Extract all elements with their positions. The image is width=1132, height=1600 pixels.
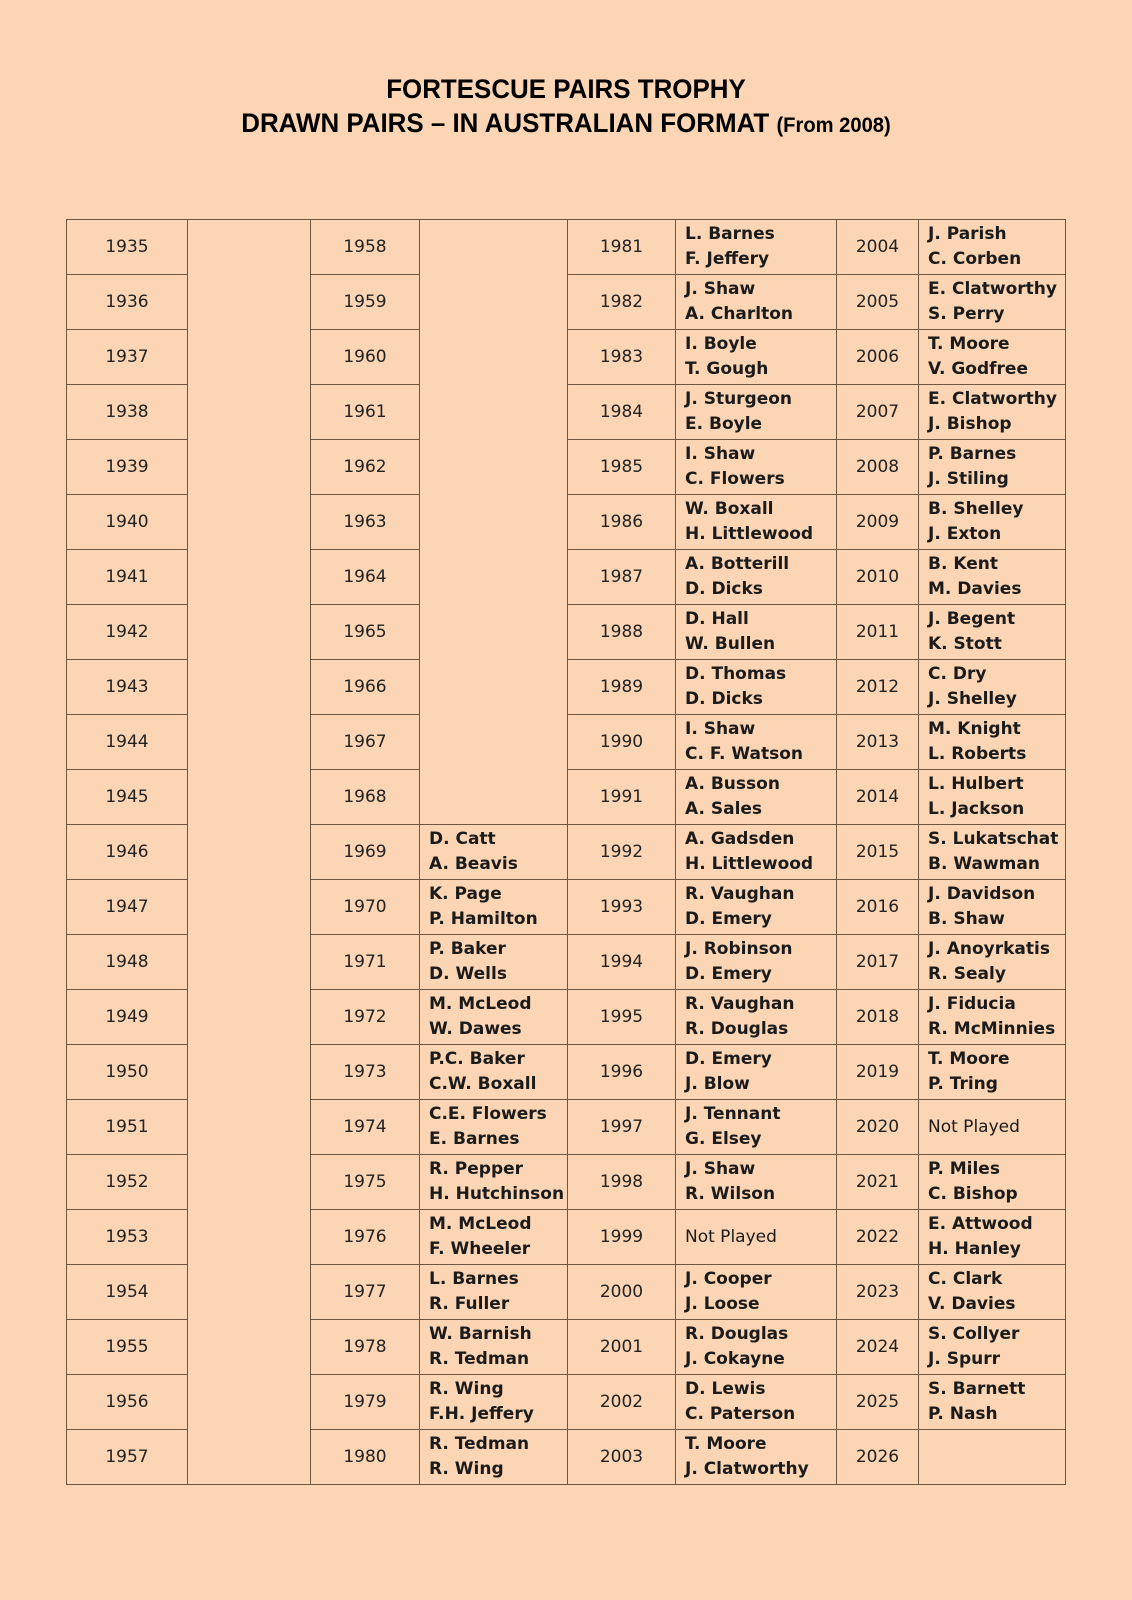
year-cell: 2020 [837, 1100, 919, 1155]
year-cell: 1957 [67, 1430, 188, 1485]
names-cell [919, 935, 1066, 990]
names-cell [420, 935, 568, 990]
names-cell [919, 1265, 1066, 1320]
names-cell [420, 1320, 568, 1375]
player-name: R. Wing [429, 1379, 504, 1399]
names-cell [420, 1045, 568, 1100]
year-cell: 1945 [67, 770, 188, 825]
year-cell: 1965 [311, 605, 420, 660]
year-cell: 1968 [311, 770, 420, 825]
year-cell: 1960 [311, 330, 420, 385]
player-name: J. Clatworthy [685, 1459, 809, 1479]
year-cell: 1995 [568, 990, 676, 1045]
year-cell: 1950 [67, 1045, 188, 1100]
names-cell [676, 660, 837, 715]
year-cell: 1961 [311, 385, 420, 440]
player-name: A. Charlton [685, 304, 794, 324]
player-name: J. Loose [685, 1294, 760, 1314]
player-name: J. Cokayne [685, 1349, 785, 1369]
page-subtitle [23, 108, 1110, 139]
year-cell: 2021 [837, 1155, 919, 1210]
year-cell: 2013 [837, 715, 919, 770]
names-cell [919, 330, 1066, 385]
player-name: J. Stiling [928, 469, 1009, 489]
player-name: D. Dicks [685, 689, 763, 709]
year-cell: 1999 [568, 1210, 676, 1265]
names-cell [676, 935, 837, 990]
names-cell [919, 550, 1066, 605]
player-name: E. Clatworthy [928, 389, 1057, 409]
page-title: FORTESCUE PAIRS TROPHY [386, 74, 746, 104]
player-name: V. Godfree [928, 359, 1028, 379]
names-cell [919, 440, 1066, 495]
player-name: F. Wheeler [429, 1239, 531, 1259]
player-name: J. Fiducia [928, 994, 1016, 1014]
player-name: P. Baker [429, 939, 506, 959]
year-cell: 1959 [311, 275, 420, 330]
player-name: J. Shaw [685, 279, 756, 299]
player-name: H. Hanley [928, 1239, 1021, 1259]
year-cell: 1985 [568, 440, 676, 495]
year-cell: 2008 [837, 440, 919, 495]
year-cell: 1956 [67, 1375, 188, 1430]
year-cell: 2019 [837, 1045, 919, 1100]
names-cell [676, 880, 837, 935]
player-name: M. Davies [928, 579, 1022, 599]
year-cell: 1970 [311, 880, 420, 935]
year-cell: 1958 [311, 220, 420, 275]
player-name: H. Littlewood [685, 524, 814, 544]
names-cell [420, 1265, 568, 1320]
player-name: R. Vaughan [685, 994, 795, 1014]
player-name: D. Catt [429, 829, 496, 849]
player-name: J. Cooper [685, 1269, 772, 1289]
player-name: E. Attwood [928, 1214, 1033, 1234]
player-name: H. Hutchinson [429, 1184, 565, 1204]
year-cell: 1943 [67, 660, 188, 715]
status-text: Not Played [685, 1226, 777, 1247]
player-name: C. Paterson [685, 1404, 796, 1424]
player-name: C. Clark [928, 1269, 1003, 1289]
names-cell [676, 440, 837, 495]
names-cell [420, 1100, 568, 1155]
player-name: D. Dicks [685, 579, 763, 599]
names-cell [676, 770, 837, 825]
year-cell: 1986 [568, 495, 676, 550]
player-name: R. Sealy [928, 964, 1006, 984]
year-cell: 1944 [67, 715, 188, 770]
names-cell [919, 990, 1066, 1045]
year-cell: 1940 [67, 495, 188, 550]
player-name: I. Shaw [685, 444, 756, 464]
names-cell [919, 715, 1066, 770]
player-name: P. Hamilton [429, 909, 538, 929]
year-cell: 1983 [568, 330, 676, 385]
player-name: R. Tedman [429, 1349, 530, 1369]
year-cell: 2015 [837, 825, 919, 880]
year-cell: 2023 [837, 1265, 919, 1320]
player-name: S. Perry [928, 304, 1005, 324]
player-name: J. Spurr [928, 1349, 1000, 1369]
player-name: G. Elsey [685, 1129, 762, 1149]
names-cell [676, 385, 837, 440]
player-name: A. Botterill [685, 554, 790, 574]
names-cell [420, 825, 568, 880]
year-cell: 1976 [311, 1210, 420, 1265]
year-cell: 1977 [311, 1265, 420, 1320]
player-name: L. Roberts [928, 744, 1027, 764]
player-name: J. Parish [928, 224, 1007, 244]
year-cell: 1980 [311, 1430, 420, 1485]
player-name: R. Pepper [429, 1159, 524, 1179]
year-cell: 2010 [837, 550, 919, 605]
player-name: W. Barnish [429, 1324, 532, 1344]
player-name: R. McMinnies [928, 1019, 1056, 1039]
names-cell [919, 605, 1066, 660]
player-name: D. Wells [429, 964, 507, 984]
names-cell [676, 605, 837, 660]
names-cell [919, 385, 1066, 440]
player-name: W. Boxall [685, 499, 774, 519]
player-name: D. Lewis [685, 1379, 766, 1399]
year-cell: 1971 [311, 935, 420, 990]
year-cell: 1979 [311, 1375, 420, 1430]
names-cell [676, 990, 837, 1045]
player-name: C. F. Watson [685, 744, 803, 764]
player-name: V. Davies [928, 1294, 1016, 1314]
year-cell: 1952 [67, 1155, 188, 1210]
player-name: A. Sales [685, 799, 763, 819]
year-cell: 2012 [837, 660, 919, 715]
names-cell [676, 1265, 837, 1320]
player-name: A. Gadsden [685, 829, 795, 849]
empty-names-cell [188, 220, 311, 1485]
names-cell [919, 1210, 1066, 1265]
player-name: F.H. Jeffery [429, 1404, 534, 1424]
player-name: B. Wawman [928, 854, 1040, 874]
names-cell [919, 1320, 1066, 1375]
player-name: R. Douglas [685, 1324, 789, 1344]
year-cell: 1967 [311, 715, 420, 770]
year-cell: 2017 [837, 935, 919, 990]
player-name: K. Stott [928, 634, 1002, 654]
player-name: A. Beavis [429, 854, 518, 874]
year-cell: 2003 [568, 1430, 676, 1485]
player-name: J. Davidson [928, 884, 1036, 904]
year-cell: 1998 [568, 1155, 676, 1210]
year-cell: 1994 [568, 935, 676, 990]
year-cell: 1946 [67, 825, 188, 880]
names-cell [676, 1100, 837, 1155]
year-cell: 1988 [568, 605, 676, 660]
names-cell [676, 1320, 837, 1375]
names-cell [420, 880, 568, 935]
player-name: W. Dawes [429, 1019, 522, 1039]
player-name: T. Gough [685, 359, 769, 379]
player-name: R. Wilson [685, 1184, 776, 1204]
player-name: C. Corben [928, 249, 1022, 269]
player-name: W. Bullen [685, 634, 776, 654]
player-name: L. Jackson [928, 799, 1025, 819]
player-name: C. Bishop [928, 1184, 1018, 1204]
names-cell [676, 1045, 837, 1100]
names-cell [420, 1210, 568, 1265]
year-cell: 2022 [837, 1210, 919, 1265]
names-cell [676, 825, 837, 880]
player-name: J. Tennant [685, 1104, 781, 1124]
player-name: B. Shaw [928, 909, 1005, 929]
player-name: D. Emery [685, 964, 772, 984]
subtitle-main: DRAWN PAIRS – IN AUSTRALIAN FORMAT [241, 108, 770, 138]
player-name: B. Shelley [928, 499, 1024, 519]
year-cell: 1963 [311, 495, 420, 550]
names-cell [919, 495, 1066, 550]
year-cell: 1987 [568, 550, 676, 605]
player-name: H. Littlewood [685, 854, 814, 874]
names-cell [676, 1375, 837, 1430]
names-cell [919, 275, 1066, 330]
names-cell [676, 1430, 837, 1485]
player-name: C. Dry [928, 664, 987, 684]
table-row [67, 220, 1066, 275]
player-name: C.W. Boxall [429, 1074, 537, 1094]
names-cell [420, 1430, 568, 1485]
year-cell: 2024 [837, 1320, 919, 1375]
names-cell [676, 275, 837, 330]
player-name: J. Exton [928, 524, 1002, 544]
player-name: D. Emery [685, 1049, 772, 1069]
player-name: M. McLeod [429, 1214, 532, 1234]
year-cell: 1948 [67, 935, 188, 990]
names-cell [919, 1430, 1066, 1485]
names-cell [919, 220, 1066, 275]
player-name: M. McLeod [429, 994, 532, 1014]
player-name: J. Anoyrkatis [928, 939, 1050, 959]
year-cell: 1972 [311, 990, 420, 1045]
names-cell [919, 1100, 1066, 1155]
player-name: C.E. Flowers [429, 1104, 547, 1124]
year-cell: 2025 [837, 1375, 919, 1430]
player-name: E. Boyle [685, 414, 763, 434]
names-cell [676, 550, 837, 605]
player-name: I. Boyle [685, 334, 757, 354]
year-cell: 2011 [837, 605, 919, 660]
player-name: E. Barnes [429, 1129, 520, 1149]
player-name: F. Jeffery [685, 249, 770, 269]
player-name: T. Moore [928, 334, 1010, 354]
player-name: R. Vaughan [685, 884, 795, 904]
names-cell [919, 825, 1066, 880]
player-name: D. Thomas [685, 664, 787, 684]
player-name: M. Knight [928, 719, 1021, 739]
year-cell: 1984 [568, 385, 676, 440]
player-name: J. Blow [685, 1074, 750, 1094]
names-cell [676, 1155, 837, 1210]
year-cell: 1969 [311, 825, 420, 880]
year-cell: 1981 [568, 220, 676, 275]
year-cell: 1955 [67, 1320, 188, 1375]
player-name: T. Moore [685, 1434, 767, 1454]
year-cell: 2005 [837, 275, 919, 330]
winners-table [66, 219, 1066, 1485]
year-cell: 1978 [311, 1320, 420, 1375]
year-cell: 1942 [67, 605, 188, 660]
player-name: J. Bishop [928, 414, 1012, 434]
names-cell [676, 495, 837, 550]
player-name: L. Hulbert [928, 774, 1024, 794]
player-name: J. Robinson [685, 939, 793, 959]
player-name: B. Kent [928, 554, 998, 574]
year-cell: 1962 [311, 440, 420, 495]
names-cell [420, 1155, 568, 1210]
empty-names-cell [420, 220, 568, 825]
year-cell: 2016 [837, 880, 919, 935]
player-name: S. Barnett [928, 1379, 1026, 1399]
names-cell [919, 660, 1066, 715]
player-name: L. Barnes [685, 224, 775, 244]
player-name: P. Barnes [928, 444, 1017, 464]
player-name: R. Fuller [429, 1294, 510, 1314]
year-cell: 2000 [568, 1265, 676, 1320]
year-cell: 1974 [311, 1100, 420, 1155]
year-cell: 1982 [568, 275, 676, 330]
names-cell [676, 330, 837, 385]
player-name: P. Nash [928, 1404, 998, 1424]
year-cell: 2004 [837, 220, 919, 275]
names-cell [420, 1375, 568, 1430]
player-name: D. Hall [685, 609, 749, 629]
year-cell: 1939 [67, 440, 188, 495]
player-name: R. Tedman [429, 1434, 530, 1454]
names-cell [919, 1155, 1066, 1210]
year-cell: 1975 [311, 1155, 420, 1210]
year-cell: 1989 [568, 660, 676, 715]
year-cell: 1949 [67, 990, 188, 1045]
player-name: J. Begent [928, 609, 1016, 629]
player-name: R. Douglas [685, 1019, 789, 1039]
year-cell: 1973 [311, 1045, 420, 1100]
player-name: I. Shaw [685, 719, 756, 739]
names-cell [919, 880, 1066, 935]
player-name: P. Tring [928, 1074, 998, 1094]
year-cell: 1947 [67, 880, 188, 935]
player-name: A. Busson [685, 774, 780, 794]
year-cell: 1953 [67, 1210, 188, 1265]
player-name: T. Moore [928, 1049, 1010, 1069]
player-name: E. Clatworthy [928, 279, 1057, 299]
year-cell: 1966 [311, 660, 420, 715]
year-cell: 1954 [67, 1265, 188, 1320]
status-text: Not Played [928, 1116, 1020, 1137]
names-cell [919, 1375, 1066, 1430]
names-cell [919, 770, 1066, 825]
year-cell: 1993 [568, 880, 676, 935]
player-name: S. Lukatschat [928, 829, 1059, 849]
names-cell [919, 1045, 1066, 1100]
player-name: C. Flowers [685, 469, 785, 489]
year-cell: 1997 [568, 1100, 676, 1155]
year-cell: 1951 [67, 1100, 188, 1155]
year-cell: 1941 [67, 550, 188, 605]
names-cell [420, 990, 568, 1045]
year-cell: 2014 [837, 770, 919, 825]
year-cell: 2002 [568, 1375, 676, 1430]
player-name: L. Barnes [429, 1269, 519, 1289]
player-name: J. Shaw [685, 1159, 756, 1179]
player-name: S. Collyer [928, 1324, 1020, 1344]
player-name: J. Sturgeon [685, 389, 793, 409]
year-cell: 1991 [568, 770, 676, 825]
player-name: J. Shelley [928, 689, 1017, 709]
year-cell: 1937 [67, 330, 188, 385]
names-cell [676, 1210, 837, 1265]
player-name: P.C. Baker [429, 1049, 525, 1069]
year-cell: 2018 [837, 990, 919, 1045]
names-cell [676, 220, 837, 275]
player-name: D. Emery [685, 909, 772, 929]
player-name: K. Page [429, 884, 502, 904]
year-cell: 1992 [568, 825, 676, 880]
year-cell: 1990 [568, 715, 676, 770]
year-cell: 2026 [837, 1430, 919, 1485]
year-cell: 1936 [67, 275, 188, 330]
year-cell: 2009 [837, 495, 919, 550]
year-cell: 2007 [837, 385, 919, 440]
subtitle-note: (From 2008) [776, 114, 891, 137]
year-cell: 1935 [67, 220, 188, 275]
year-cell: 1964 [311, 550, 420, 605]
player-name: P. Miles [928, 1159, 1000, 1179]
names-cell [676, 715, 837, 770]
player-name: R. Wing [429, 1459, 504, 1479]
year-cell: 1938 [67, 385, 188, 440]
year-cell: 2001 [568, 1320, 676, 1375]
year-cell: 2006 [837, 330, 919, 385]
year-cell: 1996 [568, 1045, 676, 1100]
